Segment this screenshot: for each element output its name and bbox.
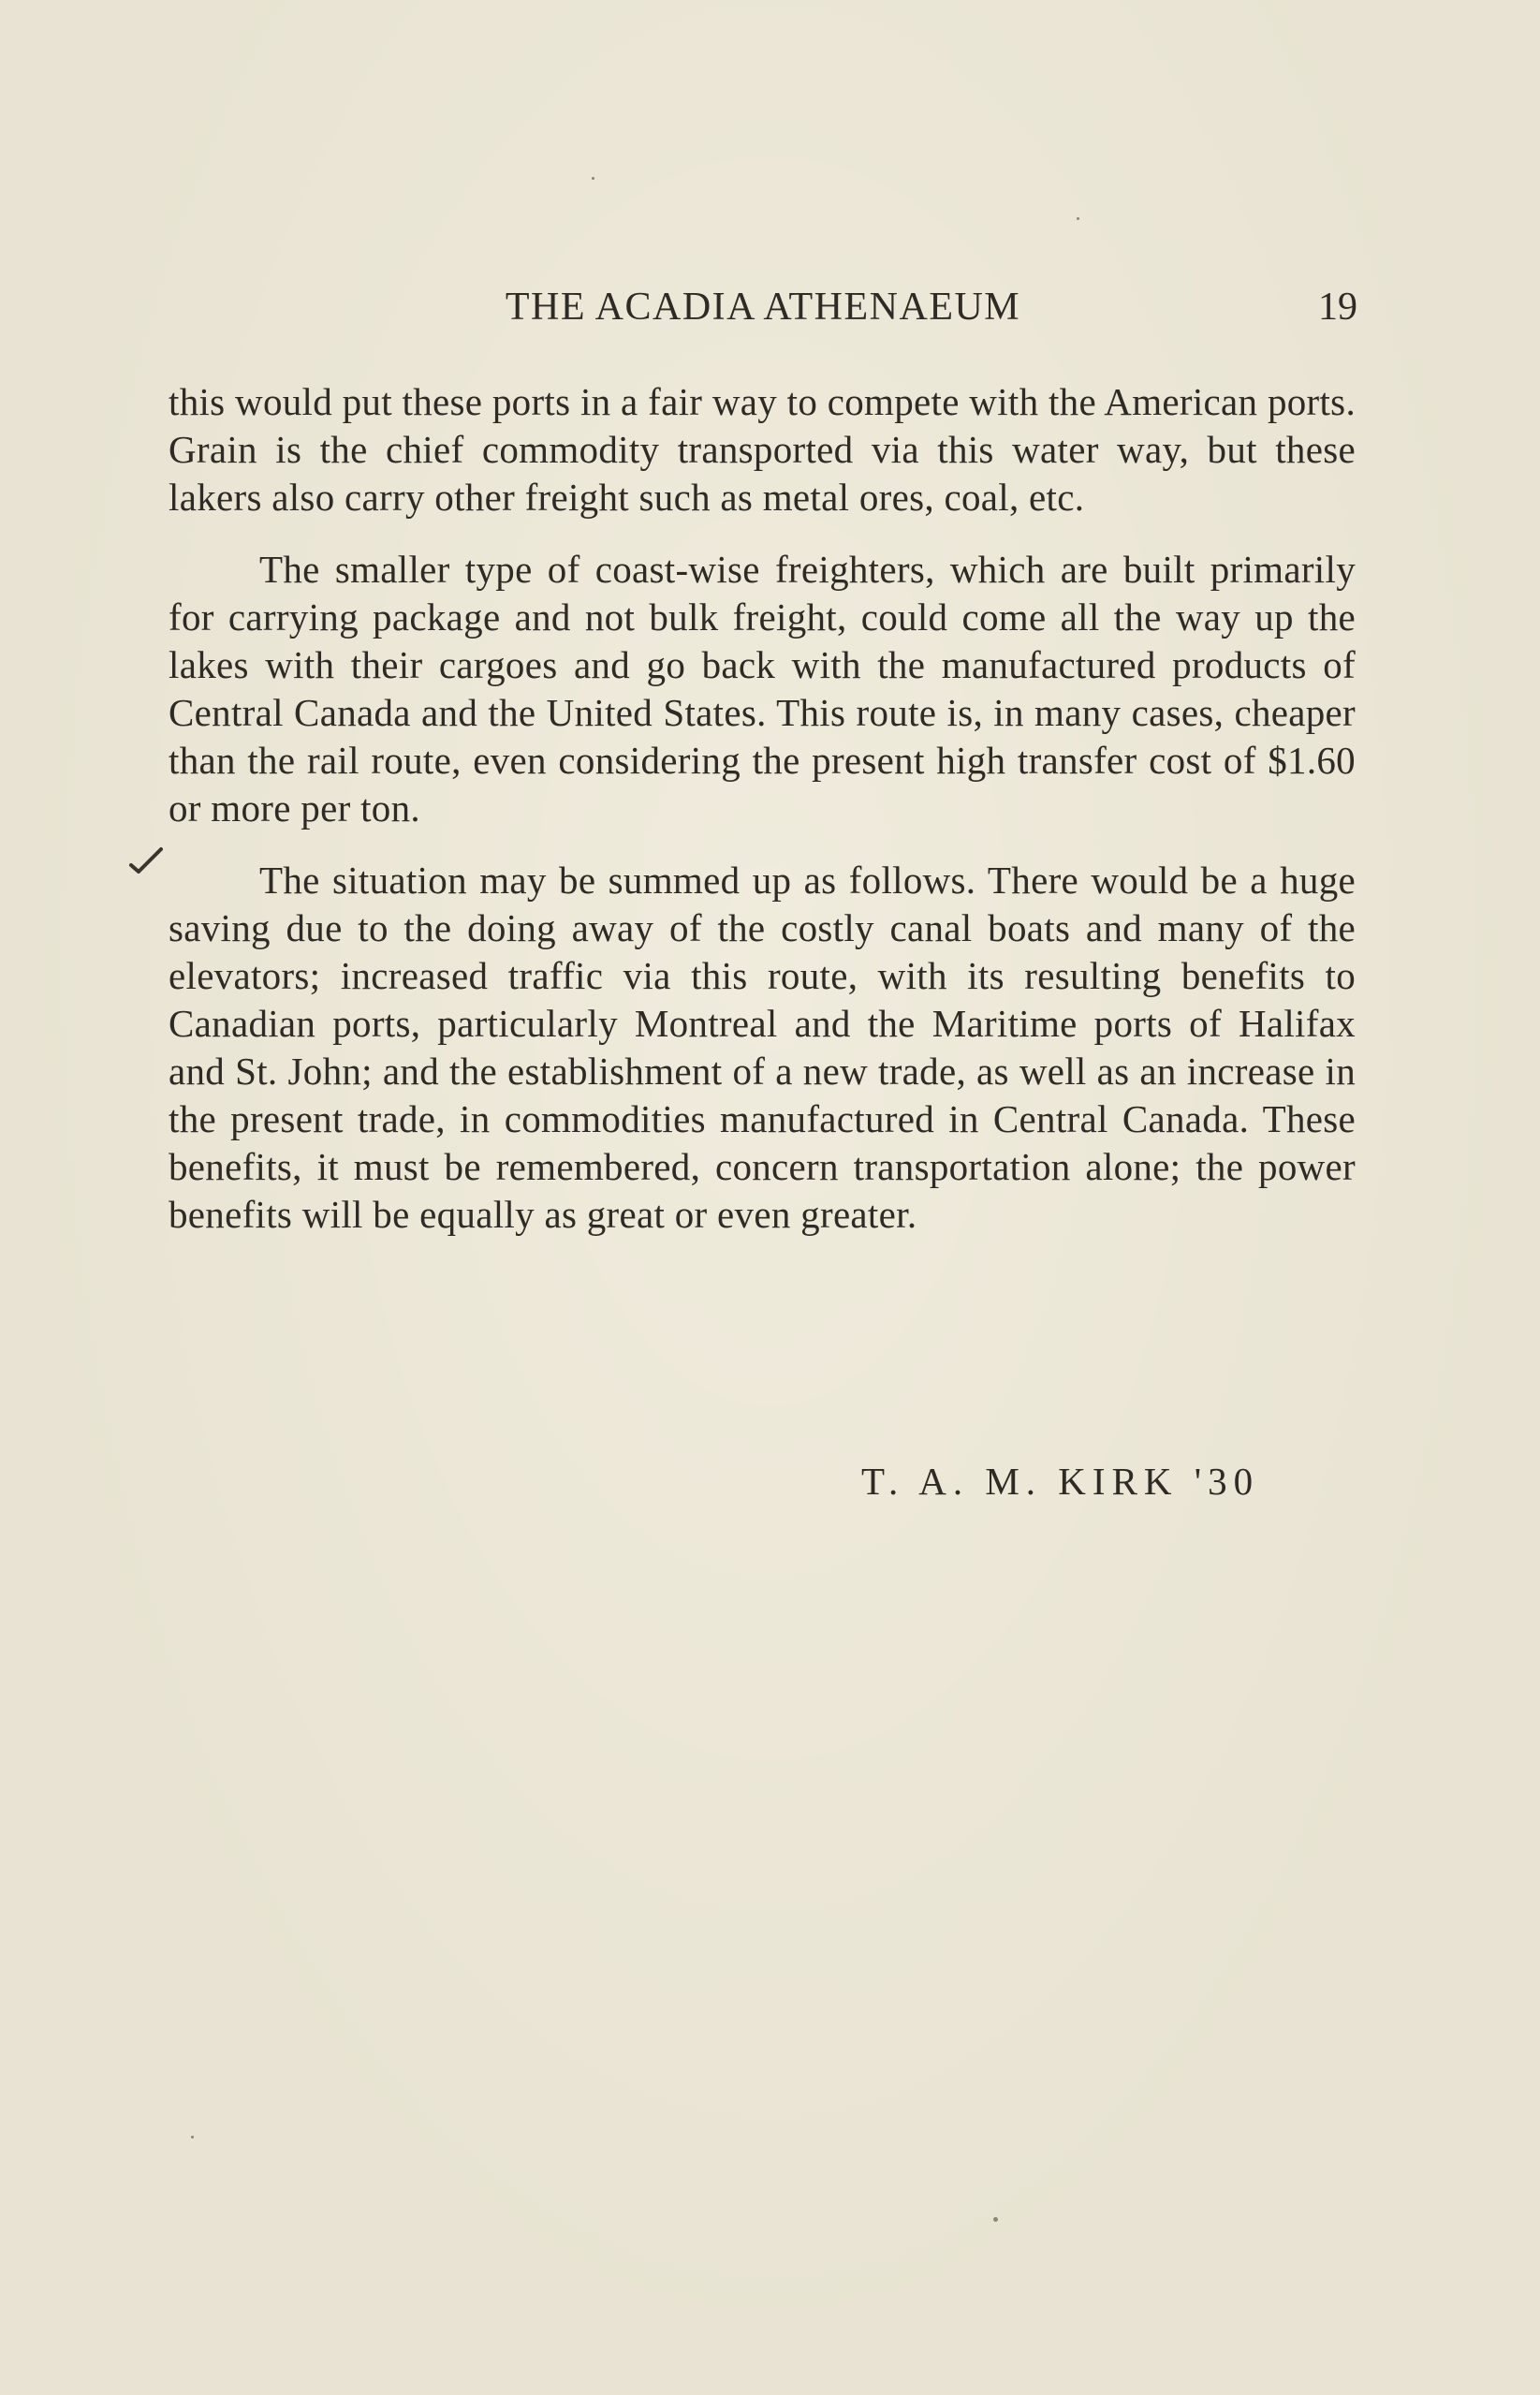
journal-title: THE ACADIA ATHENAEUM [505, 286, 1021, 329]
paragraph-1: this would put these ports in a fair way to compete with the American ports. Grain is the chief commodity transported via this water way, but these lakers also carry other freight such as metal ores, coal, etc. [169, 380, 1356, 519]
paragraph-2: The smaller type of coast-wise freighters, which are built primarily for carrying package and not bulk freight, could come all the way up the lakes with their cargoes and go back with the manufactured products of Central Canada and the United States. This route is, in many cases, cheaper than the rail route, even considering the present high transfer cost of $1.60 or more per ton. [169, 548, 1356, 830]
paper-speck [592, 177, 594, 180]
paper-speck [191, 2136, 194, 2138]
article-body [169, 378, 1356, 1263]
paper-speck [993, 2217, 998, 2222]
author-signature: T. A. M. KIRK '30 [861, 1460, 1260, 1503]
pencil-check-mark-icon [129, 846, 163, 874]
running-head [169, 279, 1357, 335]
paper-speck [1077, 217, 1079, 220]
page-number: 19 [1318, 286, 1357, 329]
paragraph-3: The situation may be summed up as follows. There would be a huge saving due to the doing away of the costly canal boats and many of the elevators; increased traffic via this route, with its resulting benefits to Canadian ports, particularly Montreal and the Maritime ports of Halifax and St. John; and the establishment of a new trade, as well as an increase in the present trade, in commodities manufactured in Central Canada. These benefits, it must be remembered, concern transportation alone; the power benefits will be equally as great or even greater. [169, 859, 1356, 1236]
